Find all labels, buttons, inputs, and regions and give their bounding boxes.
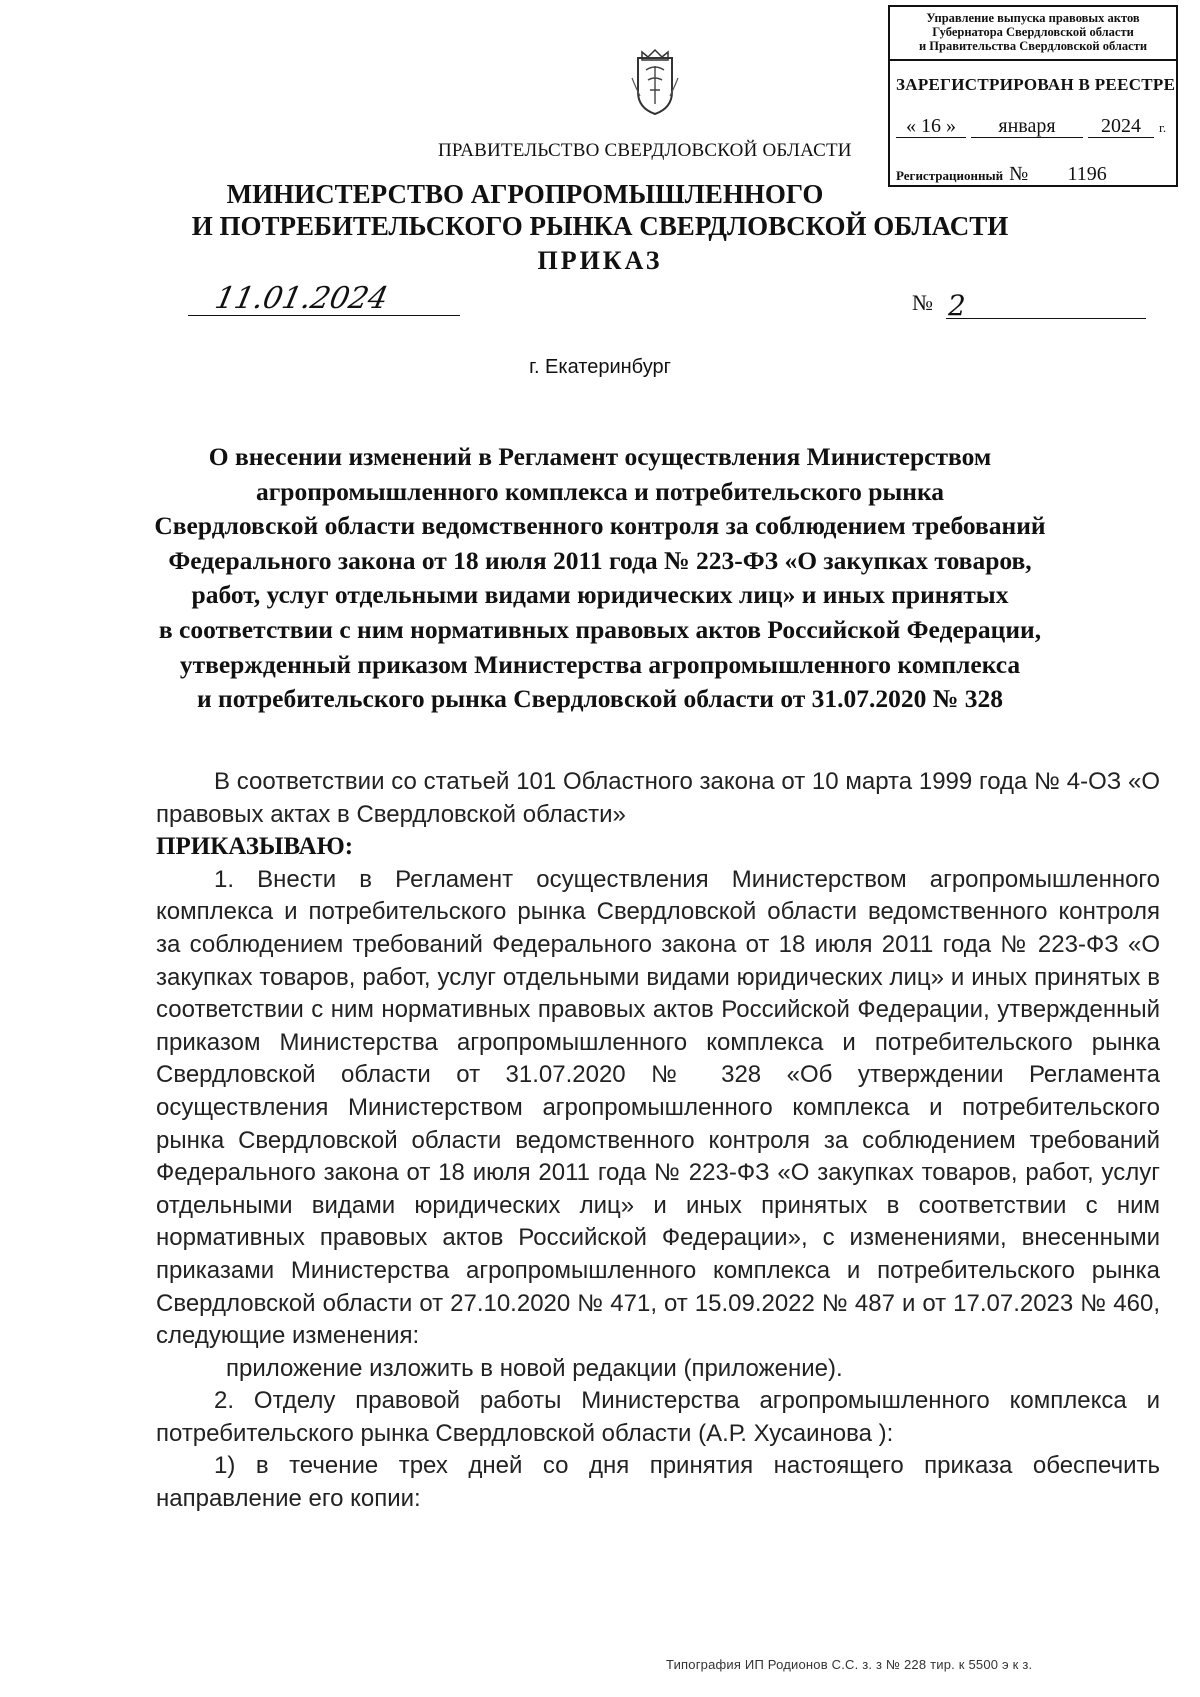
stamp-org-line3: и Правительства Свердловской области [918,39,1148,53]
title-line: в соответствии с ним нормативных правовых актов Российской Федерации, [158,614,1042,644]
document-body [156,766,1160,1516]
item-2-paragraph: 2. Отделу правовой работы Министерства агропромышленного комплекса и потребительского рынка Свердловской области (А.Р. Хусаинова ): [156,1387,1160,1447]
handwritten-date-text: 11.01.2024 [211,281,392,316]
stamp-reg-number: 1196 [1034,163,1140,186]
stamp-org-line2: Губернатора Свердловской области [932,25,1134,39]
preamble-paragraph: В соответствии со статьей 101 Областного закона от 10 марта 1999 года № 4-ОЗ «О правовых актах в Свердловской области» [156,768,1160,828]
item-1-sub-paragraph: приложение изложить в новой редакции (приложение). [226,1354,843,1382]
order-number-sign: № [912,290,933,315]
registration-stamp [888,5,1178,187]
stamp-date [896,115,1172,138]
item-2-1-paragraph: 1) в течение трех дней со дня принятия настоящего приказа обеспечить направление его копии: [156,1452,1160,1513]
date-underline [188,315,460,316]
title-line: и потребительского рынка Свердловской области от 31.07.2020 № 328 [196,684,1004,714]
handwritten-date [210,278,460,318]
document-title [0,440,1200,717]
government-name: ПРАВИТЕЛЬСТВО СВЕРДЛОВСКОЙ ОБЛАСТИ [438,140,852,161]
stamp-quote-open: « [906,115,916,137]
coat-of-arms-icon [630,48,680,118]
title-line: Федерального закона от 18 июля 2011 года № 223-ФЗ «О закупках товаров, [168,545,1032,575]
city: г. Екатеринбург [529,356,671,378]
handwritten-number-text: 2 [948,292,966,318]
stamp-reg-label: Регистрационный [896,168,1004,183]
stamp-organization [890,7,1176,61]
stamp-num-sign: № [1009,163,1029,185]
title-line: О внесении изменений в Регламент осуществления Министерством [208,442,992,471]
stamp-month: января [971,115,1083,138]
number-underline [946,318,1146,319]
title-line: агропромышленного комплекса и потребительского рынка [255,476,945,506]
title-line: Свердловской области ведомственного контроля за соблюдением требований [154,511,1046,541]
stamp-year: 2024 [1088,115,1154,138]
stamp-org-line1: Управление выпуска правовых актов [926,11,1140,25]
ministry-name-line2: И ПОТРЕБИТЕЛЬСКОГО РЫНКА СВЕРДЛОВСКОЙ ОБЛАСТИ [191,211,1009,241]
stamp-day: 16 [921,115,941,137]
handwritten-number [946,292,986,318]
document-type: ПРИКАЗ [537,246,663,275]
stamp-year-suffix: г. [1159,120,1167,135]
item-1-paragraph: 1. Внести в Регламент осуществления Министерством агропромышленного комплекса и потребительского рынка Свердловской области ведомственного контроля за соблюдением требований Федерального закона от 18 июля 2011 года № 223-ФЗ «О закупках товаров, работ, услуг отдельными видами юридических лиц» и иных принятых в соответствии с ним нормативных правовых актов Российской Федерации, утвержденный приказом Министерства агропромышленного комплекса и потребительского рынка Свердловской области от 31.07.2020 № 328 «Об утверждении Регламента осуществления Министерством агропромышленного комплекса и потребительского рынка Свердловской области ведомственного контроля за соблюдением требований Федерального закона от 18 июля 2011 года № 223-ФЗ «О закупках товаров, работ, услуг отдельными видами юридических лиц» и иных принятых в соответствии с ним нормативных правовых актов Российской Федерации», с изменениями, внесенными приказами Министерства агропромышленного комплекса и потребительского рынка Свердловской области от 27.10.2020 № 471, от 15.09.2022 № 487 и от 17.07.2023 № 460, следующие изменения: [156,865,1160,1350]
title-line: утвержденный приказом Министерства агропромышленного комплекса [179,649,1021,679]
printer-footer: Типография ИП Родионов С.С. з. з № 228 тир. к 5500 э к з. [666,1657,1033,1672]
stamp-quote-close: » [946,115,956,137]
stamp-day-field [896,115,966,138]
order-word: ПРИКАЗЫВАЮ: [156,833,354,861]
ministry-name-line1: МИНИСТЕРСТВО АГРОПРОМЫШЛЕННОГО [226,179,824,209]
stamp-registered-label: ЗАРЕГИСТРИРОВАН В РЕЕСТРЕ [896,75,1176,94]
title-line: работ, услуг отдельными видами юридических лиц» и иных принятых [191,580,1009,610]
